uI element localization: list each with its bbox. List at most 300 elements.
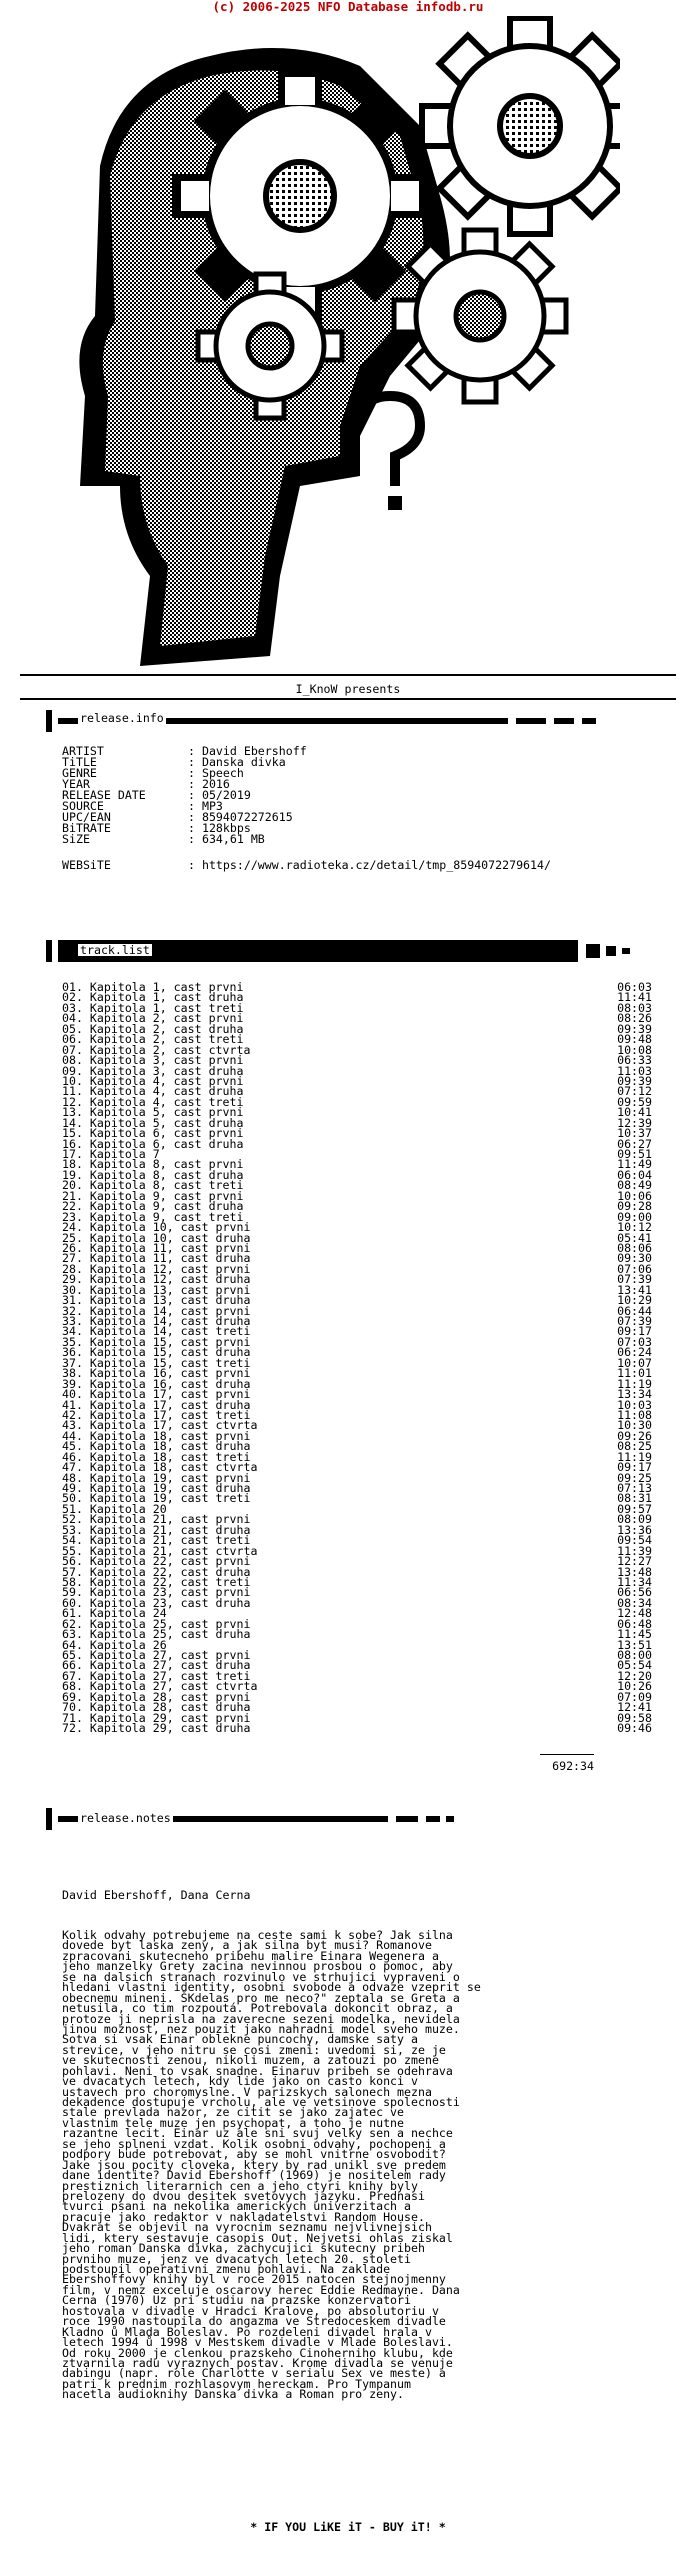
- track-duration: 06:27: [617, 1136, 652, 1151]
- track-duration: 09:48: [617, 1032, 652, 1047]
- notes-line: protoze ji neprisla na zaverecne sezeni modelka, nevidela: [62, 2011, 460, 2026]
- track-title: Kapitola 25, cast prvni: [89, 1616, 251, 1631]
- track-number: 26.: [62, 1240, 90, 1255]
- track-title: Kapitola 1, cast druha: [89, 990, 244, 1005]
- field-value: 634,61 MB: [201, 832, 265, 846]
- track-number: 34.: [62, 1324, 90, 1339]
- track-title: Kapitola 17, cast ctvrta: [89, 1418, 258, 1433]
- track-number: 61.: [62, 1606, 90, 1621]
- track-title: Kapitola 11, cast prvni: [89, 1240, 251, 1255]
- track-title: Kapitola 25, cast druha: [89, 1627, 251, 1642]
- track-title: Kapitola 15, cast prvni: [89, 1334, 251, 1349]
- track-title: Kapitola 1, cast prvni: [89, 980, 244, 994]
- website-link[interactable]: https://www.radioteka.cz/detail/tmp_8594072279614/: [201, 858, 551, 872]
- track-number: 16.: [62, 1136, 90, 1151]
- track-number: 51.: [62, 1501, 90, 1516]
- field-value: David Ebershoff: [201, 744, 307, 758]
- field-key: SOURCE: [62, 799, 104, 813]
- track-title: Kapitola 2, cast druha: [89, 1021, 244, 1036]
- field-key: RELEASE DATE: [62, 788, 146, 802]
- track-title: Kapitola 27, cast prvni: [89, 1648, 251, 1662]
- track-title: Kapitola 27, cast treti: [89, 1668, 251, 1683]
- release-info-row: ARTIST : David Ebershoff: [62, 744, 307, 758]
- notes-line: pracuje jako redaktor v nakladatelstvi Random House.: [62, 2209, 425, 2224]
- track-title: Kapitola 17, cast treti: [89, 1407, 251, 1422]
- track-number: 68.: [62, 1679, 90, 1694]
- track-title: Kapitola 1, cast treti: [89, 1000, 244, 1015]
- track-number: 72.: [62, 1721, 90, 1736]
- notes-line: letech 1994 ů 1998 v Mestskem divadle v Mlade Boleslavi.: [62, 2335, 453, 2350]
- field-value: 2016: [201, 777, 230, 791]
- track-title: Kapitola 19, cast druha: [89, 1481, 251, 1495]
- track-duration: 11:41: [617, 990, 652, 1005]
- track-duration: 12:41: [617, 1700, 652, 1715]
- track-title: Kapitola 26: [89, 1637, 167, 1652]
- notes-line: dovede byt laska zeny, a jak silna byt musi? Romanove: [62, 1938, 432, 1953]
- track-duration: 09:51: [617, 1147, 652, 1161]
- track-number: 19.: [62, 1167, 90, 1182]
- track-number: 69.: [62, 1689, 90, 1704]
- total-duration: 692:34: [552, 1759, 594, 1773]
- track-number: 42.: [62, 1407, 90, 1422]
- release-info-row: YEAR : 2016: [62, 777, 230, 791]
- track-duration: 10:03: [617, 1397, 652, 1412]
- section-title-release-info: release.info: [80, 711, 164, 725]
- track-number: 39.: [62, 1376, 90, 1391]
- track-number: 36.: [62, 1345, 90, 1360]
- track-title: Kapitola 22, cast druha: [89, 1564, 251, 1579]
- track-duration: 10:30: [617, 1418, 652, 1433]
- track-duration: 07:09: [617, 1689, 652, 1704]
- track-number: 38.: [62, 1366, 90, 1381]
- track-duration: 07:39: [617, 1314, 652, 1328]
- field-value: Danska divka: [201, 755, 286, 769]
- track-number: 17.: [62, 1147, 90, 1161]
- track-duration: 09:25: [617, 1470, 652, 1485]
- track-title: Kapitola 18, cast prvni: [89, 1428, 251, 1443]
- track-number: 11.: [62, 1084, 90, 1099]
- track-duration: 09:17: [617, 1460, 652, 1475]
- track-duration: 11:19: [617, 1376, 652, 1391]
- notes-line: film, v nemz exceluje oscarovy herec Eddie Redmayne. Dana: [62, 2282, 460, 2297]
- track-duration: 11:39: [617, 1543, 652, 1558]
- section-title-release-notes: release.notes: [80, 1811, 171, 1825]
- release-info-row: GENRE : Speech: [62, 766, 244, 780]
- track-title: Kapitola 5, cast druha: [89, 1115, 244, 1130]
- notes-line: tvurci psani na nekolika americkych univerzitach a: [62, 2199, 412, 2214]
- notes-line: prestiznich literarnich cen a jeho ctyri knihy byly: [62, 2178, 418, 2193]
- track-duration: 12:20: [617, 1668, 652, 1683]
- track-title: Kapitola 17, cast druha: [89, 1397, 251, 1412]
- field-key: ARTIST: [62, 744, 104, 758]
- track-title: Kapitola 4, cast druha: [89, 1084, 244, 1099]
- track-number: 63.: [62, 1627, 90, 1642]
- notes-line: podpory bude potrebovat, aby se mohl vnitrne osvobodit?: [62, 2147, 446, 2162]
- track-duration: 13:36: [617, 1522, 652, 1537]
- notes-line: podstoupil operativni zmenu pohlavi. Na zaklade: [62, 2262, 391, 2276]
- track-number: 28.: [62, 1261, 90, 1276]
- notes-line: Sotva si vsak Einar oblekne puncochy, damske saty a: [62, 2032, 418, 2047]
- track-duration: 09:39: [617, 1021, 652, 1036]
- track-title: Kapitola 10, cast prvni: [89, 1220, 251, 1235]
- notes-line: Cerna (1970) Uz pri studiu na prazske konzervatori: [62, 2293, 412, 2308]
- track-title: Kapitola 14, cast prvni: [89, 1303, 251, 1318]
- field-value: Speech: [201, 766, 244, 780]
- track-title: Kapitola 28, cast druha: [89, 1700, 251, 1715]
- track-number: 23.: [62, 1209, 90, 1224]
- track-number: 67.: [62, 1668, 90, 1683]
- track-duration: 06:48: [617, 1616, 652, 1631]
- track-duration: 11:34: [617, 1574, 652, 1589]
- track-number: 01.: [62, 980, 90, 994]
- track-title: Kapitola 20: [89, 1501, 167, 1516]
- track-number: 35.: [62, 1334, 90, 1349]
- notes-line: netusila, co tim rozpoutá. Potrebovala dokoncit obraz, a: [62, 2001, 453, 2016]
- track-title: Kapitola 8, cast prvni: [89, 1157, 244, 1172]
- track-number: 09.: [62, 1063, 90, 1078]
- notes-line: pohlavi. Neni to vsak snadne. Einaruv pribeh se odehrava: [62, 2063, 453, 2078]
- section-title-track-list: track.list: [80, 943, 150, 957]
- track-number: 71.: [62, 1710, 90, 1725]
- head-gears-art: [60, 16, 620, 676]
- track-number: 53.: [62, 1522, 90, 1537]
- track-number: 70.: [62, 1700, 90, 1715]
- track-duration: 05:41: [617, 1230, 652, 1245]
- track-duration: 09:46: [617, 1721, 652, 1736]
- track-duration: 11:01: [617, 1366, 652, 1381]
- track-duration: 06:03: [617, 980, 652, 994]
- notes-line: obecnemu mineni. ŠKdelas pro me neco?" zeptala se Greta a: [62, 1990, 460, 2005]
- track-duration: 07:12: [617, 1084, 652, 1099]
- track-duration: 06:33: [617, 1053, 652, 1068]
- track-title: Kapitola 8, cast druha: [89, 1167, 244, 1182]
- track-duration: 09:28: [617, 1199, 652, 1214]
- track-title: Kapitola 6, cast druha: [89, 1136, 244, 1151]
- notes-line: dane identite? David Ebershoff (1969) je nositelem rady: [62, 2168, 446, 2183]
- track-number: 60.: [62, 1595, 90, 1610]
- track-duration: 10:12: [617, 1220, 652, 1235]
- track-number: 46.: [62, 1449, 90, 1464]
- track-title: Kapitola 3, cast druha: [89, 1063, 244, 1078]
- track-number: 20.: [62, 1178, 90, 1193]
- track-title: Kapitola 2, cast ctvrta: [89, 1042, 251, 1057]
- notes-line: ztvarnila radu vyraznych postav. Krome divadla se venuje: [62, 2355, 453, 2370]
- track-duration: 09:57: [617, 1501, 652, 1516]
- release-info-row: SOURCE : MP3: [62, 799, 223, 813]
- track-number: 21.: [62, 1188, 90, 1203]
- field-key: TiTLE: [62, 755, 97, 769]
- track-number: 24.: [62, 1220, 90, 1235]
- field-key: YEAR: [62, 777, 90, 791]
- track-duration: 11:19: [617, 1449, 652, 1464]
- track-number: 18.: [62, 1157, 90, 1172]
- notes-line: hledani vlastni identity, osobni svobode a odvaze vzeprit se: [62, 1980, 481, 1995]
- track-title: Kapitola 21, cast druha: [89, 1522, 251, 1537]
- track-duration: 07:03: [617, 1334, 652, 1349]
- track-duration: 08:06: [617, 1240, 652, 1255]
- track-number: 08.: [62, 1053, 90, 1068]
- track-number: 65.: [62, 1648, 90, 1662]
- track-number: 54.: [62, 1533, 90, 1548]
- track-title: Kapitola 21, cast ctvrta: [89, 1543, 258, 1558]
- track-number: 62.: [62, 1616, 90, 1631]
- track-duration: 10:37: [617, 1126, 652, 1141]
- track-duration: 12:27: [617, 1554, 652, 1569]
- notes-line: Dvakrat se objevil na vyrocnim seznamu nejvlivnejsich: [62, 2220, 432, 2235]
- field-key: BiTRATE: [62, 821, 111, 835]
- track-title: Kapitola 28, cast prvni: [89, 1689, 251, 1704]
- track-duration: 05:54: [617, 1658, 652, 1673]
- track-duration: 08:26: [617, 1011, 652, 1026]
- website-key: WEBSiTE: [62, 858, 111, 872]
- track-title: Kapitola 6, cast prvni: [89, 1126, 244, 1141]
- track-duration: 09:00: [617, 1209, 652, 1224]
- notes-line: hostovala v divadle v Hradci Kralove, po absolutoriu v: [62, 2303, 439, 2318]
- release-info-row: BiTRATE : 128kbps: [62, 821, 251, 835]
- track-duration: 08:31: [617, 1491, 652, 1506]
- track-number: 05.: [62, 1021, 90, 1036]
- field-key: SiZE: [62, 832, 90, 846]
- track-duration: 11:45: [617, 1627, 652, 1642]
- track-duration: 10:41: [617, 1105, 652, 1120]
- track-title: Kapitola 29, cast prvni: [89, 1710, 251, 1725]
- track-number: 02.: [62, 990, 90, 1005]
- track-duration: 10:08: [617, 1042, 652, 1057]
- track-row: [62, 1721, 652, 1736]
- track-title: Kapitola 16, cast prvni: [89, 1366, 251, 1381]
- notes-line: Kolik odvahy potrebujeme na ceste sami k sobe? Jak silna: [62, 1928, 453, 1942]
- track-title: Kapitola 17, cast prvni: [89, 1387, 251, 1402]
- track-title: Kapitola 8, cast treti: [89, 1178, 244, 1193]
- track-duration: 07:06: [617, 1261, 652, 1276]
- track-title: Kapitola 10, cast druha: [89, 1230, 251, 1245]
- notes-line: nacetla audioknihy Danska divka a Roman pro zeny.: [62, 2387, 405, 2402]
- track-title: Kapitola 27, cast druha: [89, 1658, 251, 1673]
- track-title: Kapitola 12, cast prvni: [89, 1261, 251, 1276]
- track-number: 44.: [62, 1428, 90, 1443]
- track-title: Kapitola 11, cast druha: [89, 1251, 251, 1266]
- track-duration: 08:00: [617, 1648, 652, 1662]
- notes-line: patri k prednim rozhlasovym hereckam. Pro Tympanum: [62, 2376, 412, 2391]
- track-title: Kapitola 3, cast prvni: [89, 1053, 244, 1068]
- track-number: 13.: [62, 1105, 90, 1120]
- notes-line: se jeho splneni vzdat. Kolik osobni odvahy, pochopeni a: [62, 2136, 446, 2151]
- track-title: Kapitola 9, cast druha: [89, 1199, 244, 1214]
- notes-line: jinou moznost, nez pouzit jako nahradni model sveho muze.: [62, 2021, 460, 2036]
- track-number: 10.: [62, 1073, 90, 1088]
- track-number: 58.: [62, 1574, 90, 1589]
- release-info-row: RELEASE DATE : 05/2019: [62, 788, 251, 802]
- track-number: 15.: [62, 1126, 90, 1141]
- notes-line: vlastnim tele muze jen psychopat, a toho je nutne: [62, 2115, 405, 2130]
- notes-line: jeho manzelky Grety zacina nevinnou prosbou o pomoc, aby: [62, 1959, 453, 1974]
- track-duration: 10:06: [617, 1188, 652, 1203]
- notes-line: Ebershoffovy knihy byl v roce 2015 natocen stejnojmenny: [62, 2272, 446, 2287]
- track-title: Kapitola 23, cast druha: [89, 1595, 251, 1610]
- track-duration: 09:39: [617, 1073, 652, 1088]
- track-number: 12.: [62, 1094, 90, 1109]
- track-title: Kapitola 22, cast prvni: [89, 1554, 251, 1569]
- track-title: Kapitola 4, cast treti: [89, 1094, 244, 1109]
- footer-slogan: * IF YOU LiKE iT - BUY iT! *: [250, 2520, 446, 2534]
- track-number: 55.: [62, 1543, 90, 1558]
- track-number: 57.: [62, 1564, 90, 1579]
- notes-line: ve dvacatych letech, kdy lide jako on casto konci v: [62, 2074, 418, 2089]
- track-number: 59.: [62, 1585, 90, 1600]
- track-duration: 06:44: [617, 1303, 652, 1318]
- track-duration: 13:41: [617, 1282, 652, 1297]
- notes-line: razantne lecit. Einar uz ale sni svuj velky sen a nechce: [62, 2126, 453, 2141]
- track-duration: 09:17: [617, 1324, 652, 1339]
- track-number: 49.: [62, 1481, 90, 1495]
- track-number: 41.: [62, 1397, 90, 1412]
- track-number: 32.: [62, 1303, 90, 1318]
- track-number: 37.: [62, 1355, 90, 1370]
- track-number: 03.: [62, 1000, 90, 1015]
- track-number: 52.: [62, 1512, 90, 1527]
- field-key: UPC/EAN: [62, 810, 111, 824]
- notes-line: zpracovani skutecneho pribehu malire Einara Wegenera a: [62, 1948, 439, 1963]
- track-number: 43.: [62, 1418, 90, 1433]
- release-info-row: TiTLE : Danska divka: [62, 755, 286, 769]
- track-duration: 08:49: [617, 1178, 652, 1193]
- track-number: 45.: [62, 1439, 90, 1454]
- track-duration: 10:26: [617, 1679, 652, 1694]
- release-authors: David Ebershoff, Dana Cerna: [62, 1888, 251, 1902]
- track-duration: 09:59: [617, 1094, 652, 1109]
- track-title: Kapitola 2, cast prvni: [89, 1011, 244, 1026]
- track-number: 33.: [62, 1314, 90, 1328]
- track-number: 22.: [62, 1199, 90, 1214]
- track-duration: 07:39: [617, 1272, 652, 1287]
- field-value: 8594072272615: [201, 810, 293, 824]
- track-title: Kapitola 4, cast prvni: [89, 1073, 244, 1088]
- notes-line: roce 1990 nastoupila do angazma ve Stredoceskem divadle: [62, 2314, 446, 2329]
- track-duration: 08:09: [617, 1512, 652, 1527]
- field-value: MP3: [201, 799, 223, 813]
- track-duration: 12:39: [617, 1115, 652, 1130]
- track-title: Kapitola 27, cast ctvrta: [89, 1679, 258, 1694]
- notes-line: ve skutecnosti zenou, nikoli muzem, a zatouzi po zmene: [62, 2053, 439, 2068]
- notes-line: strevice, v jeho nitru se cosi zmeni: uvedomi si, ze je: [62, 2042, 446, 2057]
- release-info-row: SiZE : 634,61 MB: [62, 832, 265, 846]
- track-number: 64.: [62, 1637, 90, 1652]
- notes-line: dekadence dostupuje vrcholu, ale ve vetsinove spolecnosti: [62, 2095, 460, 2109]
- field-value: 128kbps: [201, 821, 251, 835]
- track-duration: 09:30: [617, 1251, 652, 1266]
- notes-line: dabingu (napr. role Charlotte v serialu Sex ve meste) a: [62, 2366, 446, 2381]
- track-duration: 09:58: [617, 1710, 652, 1725]
- track-title: Kapitola 7: [89, 1147, 160, 1161]
- track-duration: 11:03: [617, 1063, 652, 1078]
- track-title: Kapitola 13, cast druha: [89, 1293, 251, 1308]
- divider-line: [20, 674, 676, 676]
- notes-line: prvniho muze, jenz ve dvacatych letech 20. stoleti: [62, 2251, 412, 2266]
- notes-line: lidi, ktery sestavuje casopis Out. Nejvetsi ohlas ziskal: [62, 2230, 453, 2245]
- track-duration: 10:29: [617, 1293, 652, 1308]
- track-title: Kapitola 9, cast prvni: [89, 1188, 244, 1203]
- track-title: Kapitola 2, cast treti: [89, 1032, 244, 1047]
- notes-line: Kladno ů Mlada Boleslav. Po rozdeleni divadel hrala v: [62, 2324, 432, 2339]
- track-number: 29.: [62, 1272, 90, 1287]
- track-title: Kapitola 18, cast treti: [89, 1449, 251, 1464]
- release-info-fields: [62, 746, 307, 845]
- track-title: Kapitola 29, cast druha: [89, 1721, 251, 1736]
- track-title: Kapitola 14, cast druha: [89, 1314, 251, 1328]
- track-duration: 09:26: [617, 1428, 652, 1443]
- track-number: 56.: [62, 1554, 90, 1569]
- notes-line: prelozeny do dvou desitek svetovych jazyku. Prednasi: [62, 2188, 425, 2203]
- presents-line: I_KnoW presents: [295, 682, 401, 696]
- total-divider: [540, 1754, 594, 1755]
- track-number: 48.: [62, 1470, 90, 1485]
- site-credit: (c) 2006-2025 NFO Database infodb.ru: [212, 0, 484, 14]
- track-number: 50.: [62, 1491, 90, 1506]
- track-duration: 13:51: [617, 1637, 652, 1652]
- track-duration: 06:56: [617, 1585, 652, 1600]
- track-title: Kapitola 19, cast prvni: [89, 1470, 251, 1485]
- release-info-row: UPC/EAN : 8594072272615: [62, 810, 293, 824]
- divider-line: [20, 698, 676, 700]
- field-key: GENRE: [62, 766, 97, 780]
- notes-line: se na dalsich stranach rozvinulo ve strhujici vypraveni o: [62, 1969, 460, 1984]
- track-duration: 09:54: [617, 1533, 652, 1548]
- track-duration: 07:13: [617, 1481, 652, 1495]
- notes-line: jeho roman Danska divka, zachycujici skutecny pribeh: [62, 2241, 425, 2256]
- track-number: 47.: [62, 1460, 90, 1475]
- track-title: Kapitola 19, cast treti: [89, 1491, 251, 1506]
- track-list: [62, 982, 652, 1734]
- track-number: 06.: [62, 1032, 90, 1047]
- track-duration: 11:08: [617, 1407, 652, 1422]
- track-duration: 06:24: [617, 1345, 652, 1360]
- track-title: Kapitola 15, cast druha: [89, 1345, 251, 1360]
- track-number: 25.: [62, 1230, 90, 1245]
- track-title: Kapitola 24: [89, 1606, 167, 1621]
- track-title: Kapitola 23, cast prvni: [89, 1585, 251, 1600]
- track-title: Kapitola 14, cast treti: [89, 1324, 251, 1339]
- track-title: Kapitola 18, cast ctvrta: [89, 1460, 258, 1475]
- track-number: 30.: [62, 1282, 90, 1297]
- track-duration: 08:03: [617, 1000, 652, 1015]
- track-duration: 11:49: [617, 1157, 652, 1172]
- track-number: 31.: [62, 1293, 90, 1308]
- track-title: Kapitola 18, cast druha: [89, 1439, 251, 1454]
- website-row: WEBSiTE : https://www.radioteka.cz/detail/tmp_8594072279614/: [62, 858, 551, 872]
- track-title: Kapitola 15, cast treti: [89, 1355, 251, 1370]
- track-duration: 13:48: [617, 1564, 652, 1579]
- track-number: 66.: [62, 1658, 90, 1673]
- track-title: Kapitola 12, cast druha: [89, 1272, 251, 1287]
- release-notes-text: [62, 1930, 622, 2400]
- notes-line: Od roku 2000 je clenkou prazskeho Cinoherniho klubu, kde: [62, 2345, 453, 2360]
- track-number: 40.: [62, 1387, 90, 1402]
- track-duration: 08:25: [617, 1439, 652, 1454]
- track-duration: 13:34: [617, 1387, 652, 1402]
- track-number: 27.: [62, 1251, 90, 1266]
- track-duration: 06:04: [617, 1167, 652, 1182]
- track-title: Kapitola 16, cast druha: [89, 1376, 251, 1391]
- track-duration: 08:34: [617, 1595, 652, 1610]
- track-title: Kapitola 22, cast treti: [89, 1574, 251, 1589]
- notes-line: ustavech pro choromyslne. V parizskych salonech mezna: [62, 2084, 432, 2099]
- track-title: Kapitola 21, cast prvni: [89, 1512, 251, 1527]
- notes-line: stale prevlada nazor, ze citit se jako zajatec ve: [62, 2105, 405, 2120]
- track-title: Kapitola 21, cast treti: [89, 1533, 251, 1548]
- track-number: 07.: [62, 1042, 90, 1057]
- track-duration: 12:48: [617, 1606, 652, 1621]
- notes-line: Jake jsou pocity cloveka, ktery by rad unikl sve predem: [62, 2157, 446, 2172]
